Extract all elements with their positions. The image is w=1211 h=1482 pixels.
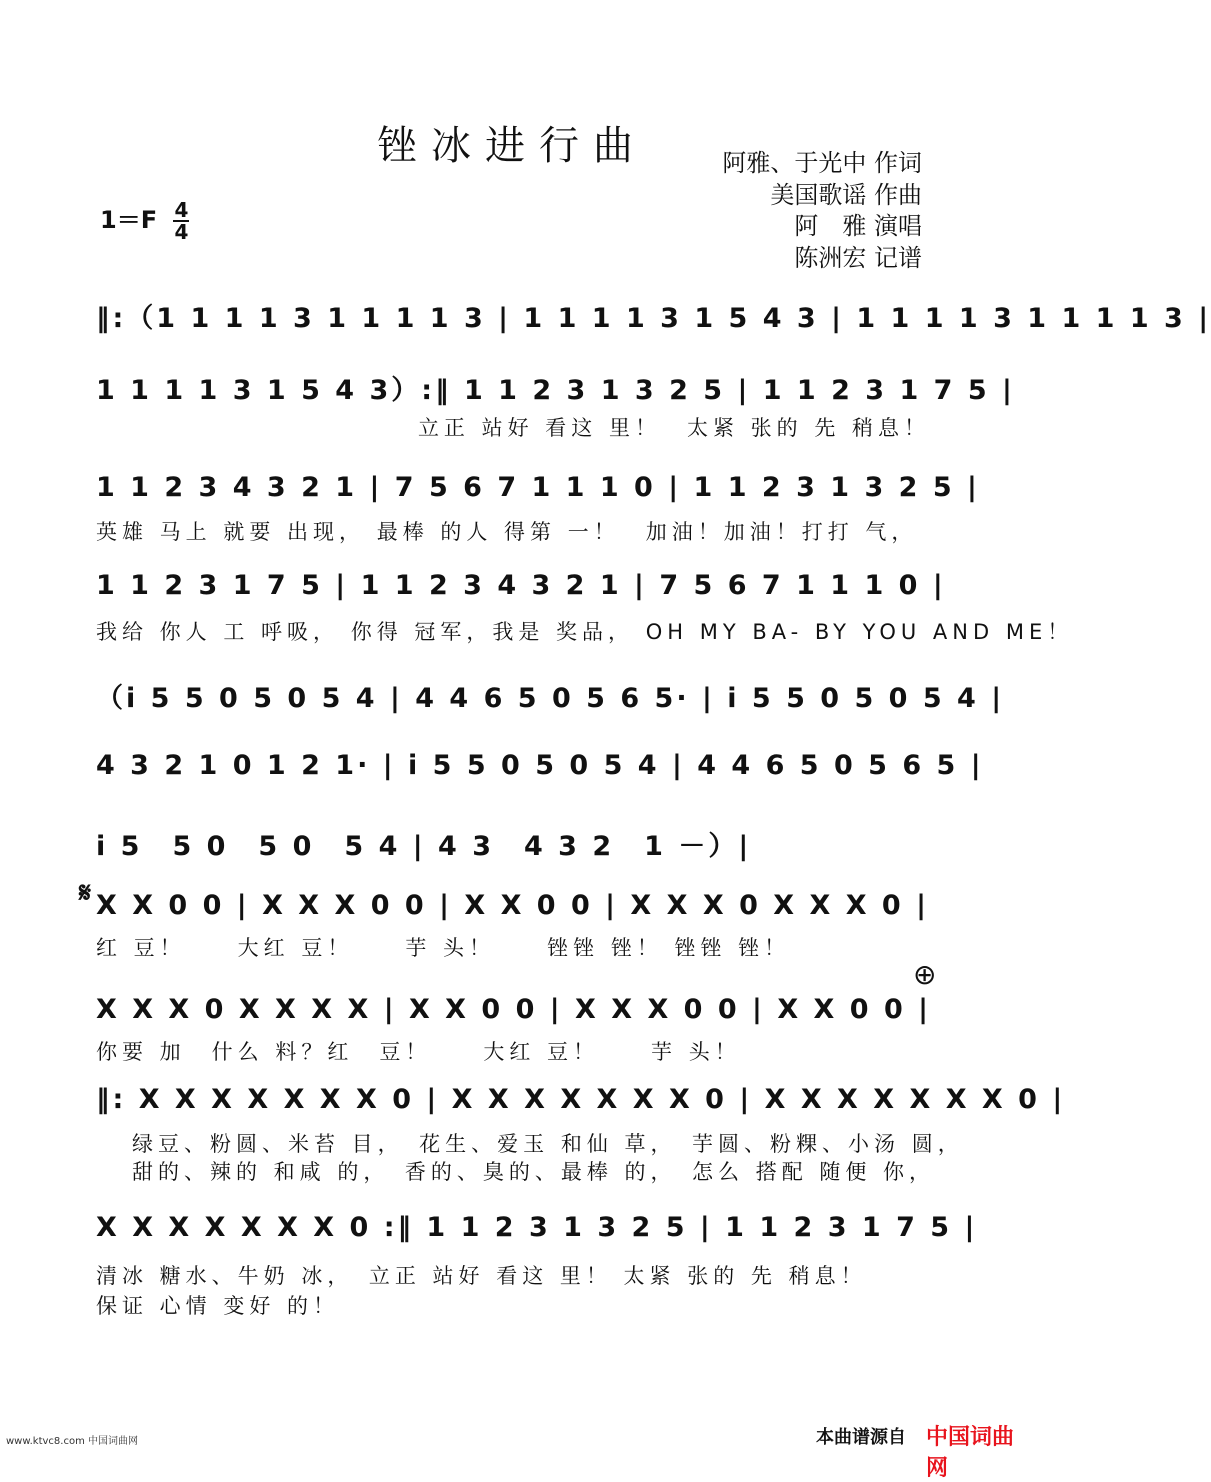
lyric-line: 保证 心情 变好 的！ [96,1294,340,1318]
notation-line: ‖: X X X X X X X 0 | X X X X X X X 0 | X X X X X X X 0 | [96,1084,1066,1115]
footer-source-label: 本曲谱源自 [816,1427,906,1448]
composer-credit: 美国歌谣 作曲 [770,181,922,209]
lyric-line: 清冰 糖水、牛奶 冰， 立正 站好 看这 里！ 太紧 张的 先 稍息！ [96,1264,867,1288]
notation-line: X X X 0 X X X X | X X 0 0 | X X X 0 0 | X X 0 0 | [96,994,931,1025]
footer-brand-logo: 中国词曲网 [926,1425,1015,1481]
transcriber-credit: 陈洲宏 记谱 [794,244,922,272]
notation-line: X X X X X X X 0 :‖ 1 1 2 3 1 3 2 5 | 1 1 2 3 1 7 5 | [96,1212,978,1243]
notation-line: 1 1 2 3 1 7 5 | 1 1 2 3 4 3 2 1 | 7 5 6 7 1 1 1 0 | [96,570,946,601]
notation-line: 4 3 2 1 0 1 2 1· | i 5 5 0 5 0 5 4 | 4 4 6 5 0 5 6 5 | [96,750,984,781]
lyricist-credit: 阿雅、于光中 作词 [722,149,922,177]
notation-line: i 5 5 0 5 0 5 4 | 4 3 4 3 2 1 －）| [96,831,752,862]
notation-line: ‖:（1 1 1 1 3 1 1 1 1 3 | 1 1 1 1 3 1 5 4 3 | 1 1 1 1 3 1 1 1 1 3 | [96,303,1211,334]
notation-line: （i 5 5 0 5 0 5 4 | 4 4 6 5 0 5 6 5· | i 5 5 0 5 0 5 4 | [96,683,1005,714]
time-signature [173,200,189,242]
lyric-line: 我给 你人 工 呼吸， 你得 冠军，我是 奖品， OH MY BA- BY YOU AND ME！ [96,620,1074,644]
singer-credit: 阿 雅 演唱 [794,212,922,240]
notation-line: 1 1 1 1 3 1 5 4 3）:‖ 1 1 2 3 1 3 2 5 | 1 1 2 3 1 7 5 | [96,375,1015,406]
footer-url: www.ktvc8.com 中国词曲网 [6,1436,139,1447]
key-label: 1＝F [100,206,158,234]
lyric-line: 甜的、辣的 和咸 的， 香的、臭的、最棒 的， 怎么 搭配 随便 你， [132,1160,936,1184]
lyric-line: 红 豆！ 大红 豆！ 芋 头！ 锉锉 锉！ 锉锉 锉！ [96,936,791,960]
lyric-line: 英雄 马上 就要 出现， 最棒 的人 得第 一！ 加油！加油！打打 气， [96,520,918,544]
lyric-line: 你要 加 什么 料？红 豆！ 大红 豆！ 芋 头！ [96,1040,741,1064]
time-top: 4 [174,198,189,222]
song-title: 锉冰进行曲 [377,123,647,169]
coda-sign: ⊕ [913,958,937,991]
key-signature [100,200,189,242]
lyric-line: 立正 站好 看这 里！ 太紧 张的 先 稍息！ [417,416,930,440]
lyric-line: 绿豆、粉圆、米苔 目， 花生、爱玉 和仙 草， 芋圆、粉粿、小汤 圆， [132,1132,964,1156]
segno-sign: 𝄋 [79,876,92,909]
time-bottom: 4 [174,220,189,244]
notation-line: 1 1 2 3 4 3 2 1 | 7 5 6 7 1 1 1 0 | 1 1 2 3 1 3 2 5 | [96,472,980,503]
notation-line: X X 0 0 | X X X 0 0 | X X 0 0 | X X X 0 X X X 0 | [96,890,929,921]
